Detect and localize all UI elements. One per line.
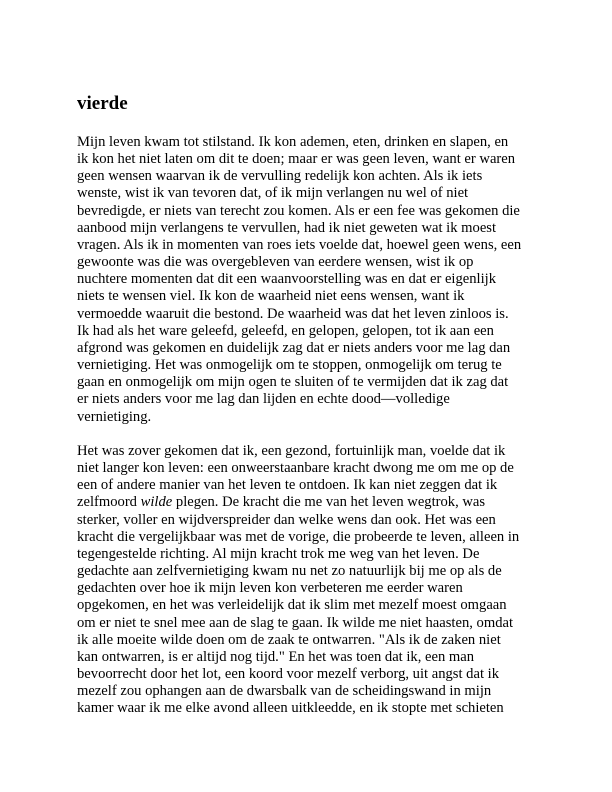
text-line: een of andere manier van het leven te ontdoen. Ik kan niet zeggen dat ik <box>77 477 498 494</box>
paragraph <box>77 134 547 426</box>
paragraph <box>77 443 547 718</box>
text-line: bevredigde, er niets van terecht zou komen. Als er een fee was gekomen die <box>77 202 520 219</box>
text-line: gewoonte was die was overgebleven van eerdere wensen, wist ik op <box>77 254 474 271</box>
text-line: gedachte aan zelfvernietiging kwam nu net zo natuurlijk bij me op als de <box>77 563 502 580</box>
text-line: bevoorrecht door het lot, een koord voor mezelf verborg, uit angst dat ik <box>77 666 500 683</box>
text-line: opgekomen, en het was verleidelijk dat ik slim met mezelf moest omgaan <box>77 597 507 614</box>
text-line: om er niet te snel mee aan de slag te gaan. Ik wilde me niet haasten, omdat <box>77 614 514 631</box>
text-line: kamer waar ik me elke avond alleen uitkleedde, en ik stopte met schieten <box>77 700 504 717</box>
text-line: er niets anders voor me lag dan lijden en echte dood—volledige <box>77 391 450 408</box>
text-line: Het was zover gekomen dat ik, een gezond, fortuinlijk man, voelde dat ik <box>77 443 506 459</box>
text-line: Ik had als het ware geleefd, geleefd, en gelopen, gelopen, tot ik aan een <box>77 322 494 339</box>
text-run: zelfmoord <box>77 494 141 511</box>
text-line: afgrond was gekomen en duidelijk zag dat er niets anders voor me lag dan <box>77 339 511 356</box>
text-line: vernietiging. Het was onmogelijk om te stoppen, onmogelijk om terug te <box>77 357 502 374</box>
text-line: kan ontwarren, is er altijd nog tijd." En het was toen dat ik, een man <box>77 648 475 665</box>
text-line: geen wensen waarvan ik de vervulling redelijk kon achten. Als ik iets <box>77 168 483 185</box>
text-line <box>77 494 547 511</box>
text-line: gedachten over hoe ik mijn leven kon verbeteren me eerder waren <box>77 580 463 597</box>
text-line: niet langer kon leven: een onweerstaanbare kracht dwong me om me op de <box>77 460 514 477</box>
text-line: tegengestelde richting. Al mijn kracht trok me weg van het leven. De <box>77 545 480 562</box>
text-line: niets te wensen viel. Ik kon de waarheid niet eens wensen, want ik <box>77 288 465 305</box>
text-line: gaan en onmogelijk om mijn ogen te sluiten of te vermijden dat ik zag dat <box>77 374 509 391</box>
text-line: kracht die vergelijkbaar was met de vorige, die probeerde te leven, alleen in <box>77 528 520 545</box>
text-line: aanbood mijn verlangens te vervullen, had ik niet geweten wat ik moest <box>77 219 497 236</box>
text-line: nuchtere momenten dat dit een waanvoorstelling was en dat er eigenlijk <box>77 271 497 288</box>
text-line: sterker, voller en wijdverspreider dan welke wens dan ook. Het was een <box>77 511 496 528</box>
text-line: Mijn leven kwam tot stilstand. Ik kon ademen, eten, drinken en slapen, en <box>77 134 509 150</box>
text-line: ik alle moeite wilde doen om de zaak te ontwarren. "Als ik de zaken niet <box>77 631 501 648</box>
text-line: vermoedde waaruit die bestond. De waarheid was dat het leven zinloos is. <box>77 305 509 322</box>
text-run: plegen. De kracht die me van het leven wegtrok, was <box>172 494 486 511</box>
text-line: mezelf zou ophangen aan de dwarsbalk van de scheidingswand in mijn <box>77 683 492 700</box>
chapter-title: vierde <box>77 93 128 114</box>
text-line: vernietiging. <box>77 408 152 425</box>
text-line: vragen. Als ik in momenten van roes iets voelde dat, hoewel geen wens, een <box>77 236 522 253</box>
text-line: wenste, wist ik van tevoren dat, of ik mijn verlangen nu wel of niet <box>77 185 469 202</box>
text-line: ik kon het niet laten om dit te doen; maar er was geen leven, want er waren <box>77 151 516 168</box>
emphasized-word: wilde <box>140 494 173 511</box>
